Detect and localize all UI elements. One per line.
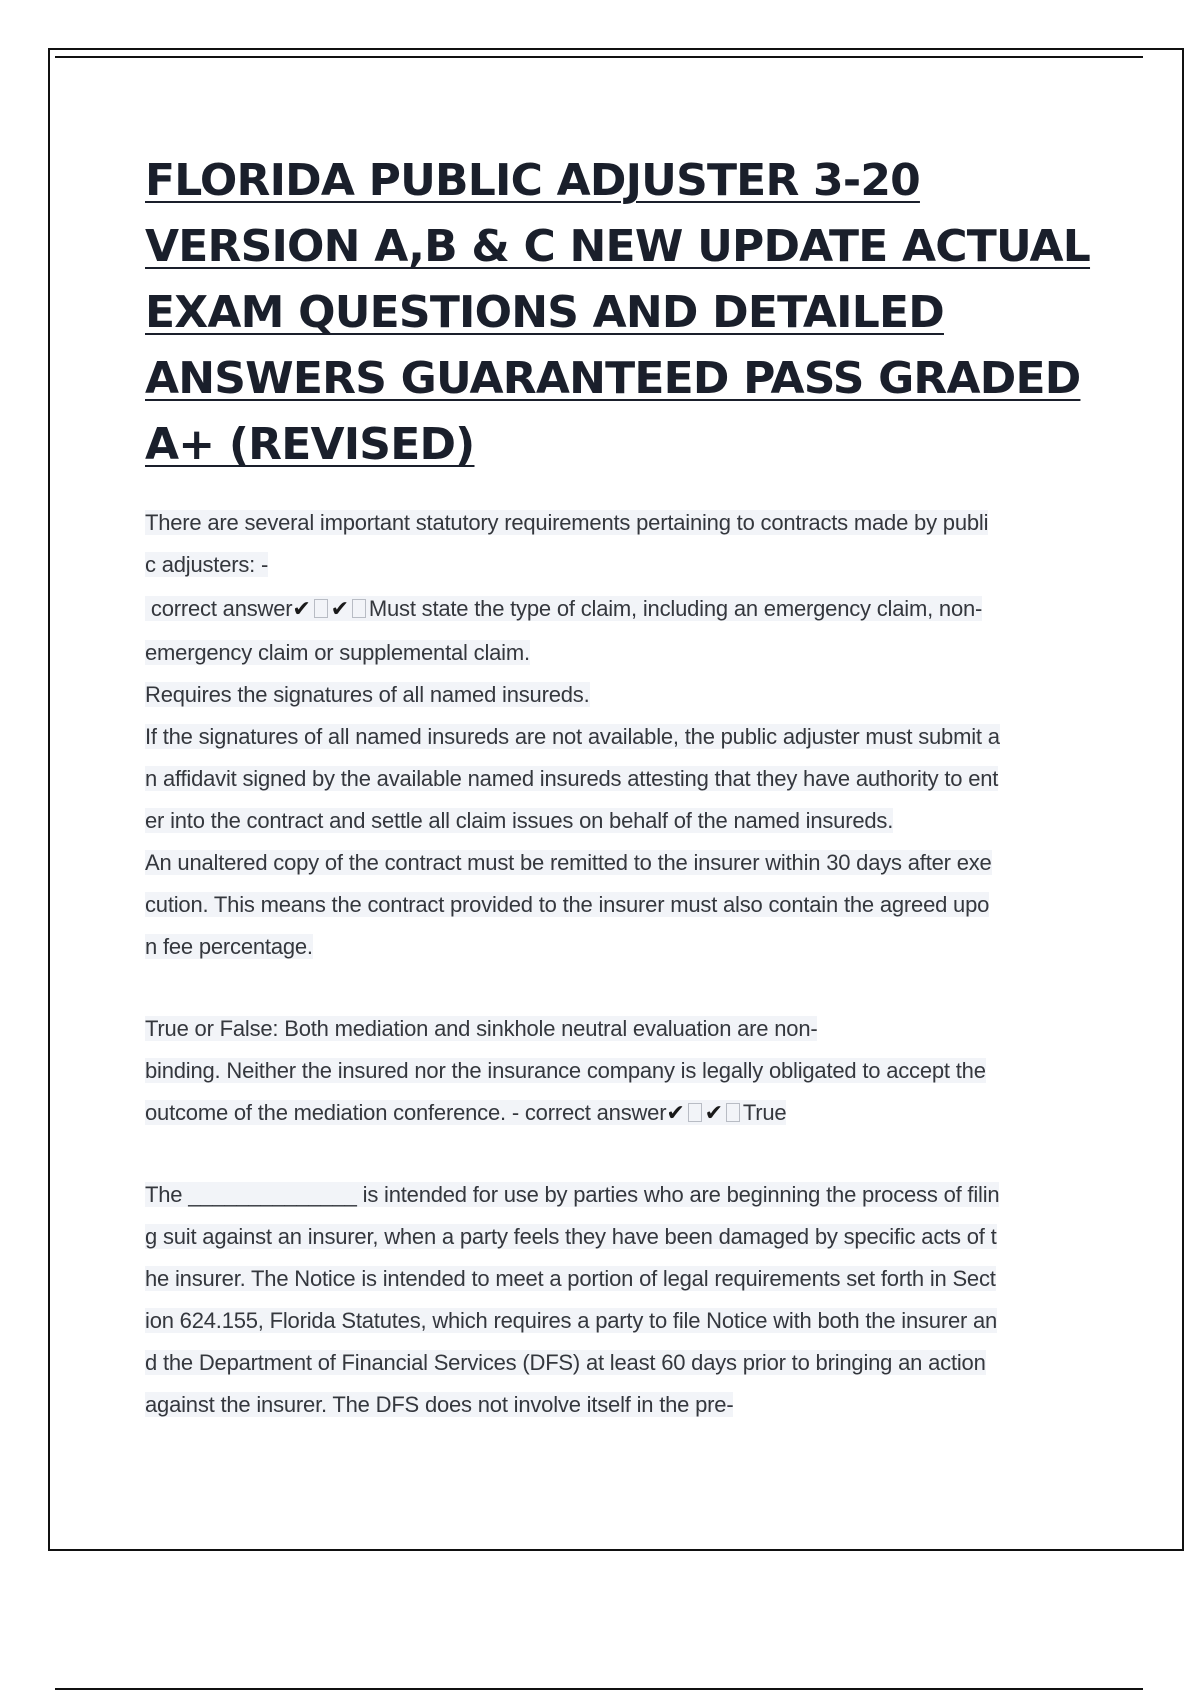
box-icon bbox=[314, 599, 328, 618]
title-line: ANSWERS GUARANTEED PASS GRADED bbox=[145, 353, 1081, 404]
answer-line: n affidavit signed by the available named insureds attesting that they have authority to ent bbox=[145, 766, 999, 791]
qa-block bbox=[145, 502, 1090, 968]
question-line: The ______________ is intended for use by parties who are beginning the process of filin bbox=[145, 1182, 1000, 1207]
answer-line: emergency claim or supplemental claim. bbox=[145, 640, 530, 665]
title-line: FLORIDA PUBLIC ADJUSTER 3-20 bbox=[145, 155, 920, 206]
document-body bbox=[145, 502, 1090, 1426]
answer-line bbox=[145, 586, 1090, 632]
question-line: ion 624.155, Florida Statutes, which requires a party to file Notice with both the insurer an bbox=[145, 1308, 998, 1333]
title-line: A+ (REVISED) bbox=[145, 419, 475, 470]
check-icon: ✔ bbox=[666, 1100, 685, 1125]
qa-block bbox=[145, 1008, 1090, 1134]
question-text: outcome of the mediation conference. - bbox=[145, 1100, 525, 1125]
question-line: against the insurer. The DFS does not involve itself in the pre- bbox=[145, 1392, 734, 1417]
answer-marker: correct answer bbox=[150, 596, 293, 621]
answer-line: n fee percentage. bbox=[145, 934, 313, 959]
top-rule bbox=[55, 56, 1143, 58]
answer-line: Requires the signatures of all named insureds. bbox=[145, 682, 590, 707]
bottom-rule bbox=[55, 1688, 1143, 1690]
question-line: c adjusters: - bbox=[145, 552, 269, 577]
answer-line: cution. This means the contract provided to the insurer must also contain the agreed upo bbox=[145, 892, 990, 917]
answer-line: An unaltered copy of the contract must be remitted to the insurer within 30 days after exe bbox=[145, 850, 992, 875]
check-icon: ✔ bbox=[704, 1100, 723, 1125]
answer-line: If the signatures of all named insureds are not available, the public adjuster must submit a bbox=[145, 724, 1000, 749]
answer-text: Must state the type of claim, including an emergency claim, non- bbox=[368, 596, 983, 621]
paragraph-gap bbox=[145, 1134, 1090, 1174]
check-icon: ✔ bbox=[330, 596, 349, 621]
document-title bbox=[145, 148, 1091, 478]
box-icon bbox=[726, 1103, 740, 1122]
check-icon: ✔ bbox=[292, 596, 311, 621]
question-line: d the Department of Financial Services (DFS) at least 60 days prior to bringing an action bbox=[145, 1350, 986, 1375]
question-answer-line bbox=[145, 1092, 1090, 1134]
box-icon bbox=[352, 599, 366, 618]
paragraph-gap bbox=[145, 968, 1090, 1008]
title-line: VERSION A,B & C NEW UPDATE ACTUAL bbox=[145, 221, 1091, 272]
question-line: True or False: Both mediation and sinkhole neutral evaluation are non- bbox=[145, 1016, 818, 1041]
question-line: he insurer. The Notice is intended to meet a portion of legal requirements set forth in Sect bbox=[145, 1266, 996, 1291]
qa-block bbox=[145, 1174, 1090, 1426]
answer-text: True bbox=[742, 1100, 787, 1125]
question-line: There are several important statutory requirements pertaining to contracts made by publi bbox=[145, 510, 989, 535]
question-line: g suit against an insurer, when a party feels they have been damaged by specific acts of t bbox=[145, 1224, 997, 1249]
question-line: binding. Neither the insured nor the insurance company is legally obligated to accept the bbox=[145, 1058, 986, 1083]
title-line: EXAM QUESTIONS AND DETAILED bbox=[145, 287, 944, 338]
box-icon bbox=[688, 1103, 702, 1122]
answer-line: er into the contract and settle all claim issues on behalf of the named insureds. bbox=[145, 808, 894, 833]
answer-marker: correct answer bbox=[524, 1100, 667, 1125]
